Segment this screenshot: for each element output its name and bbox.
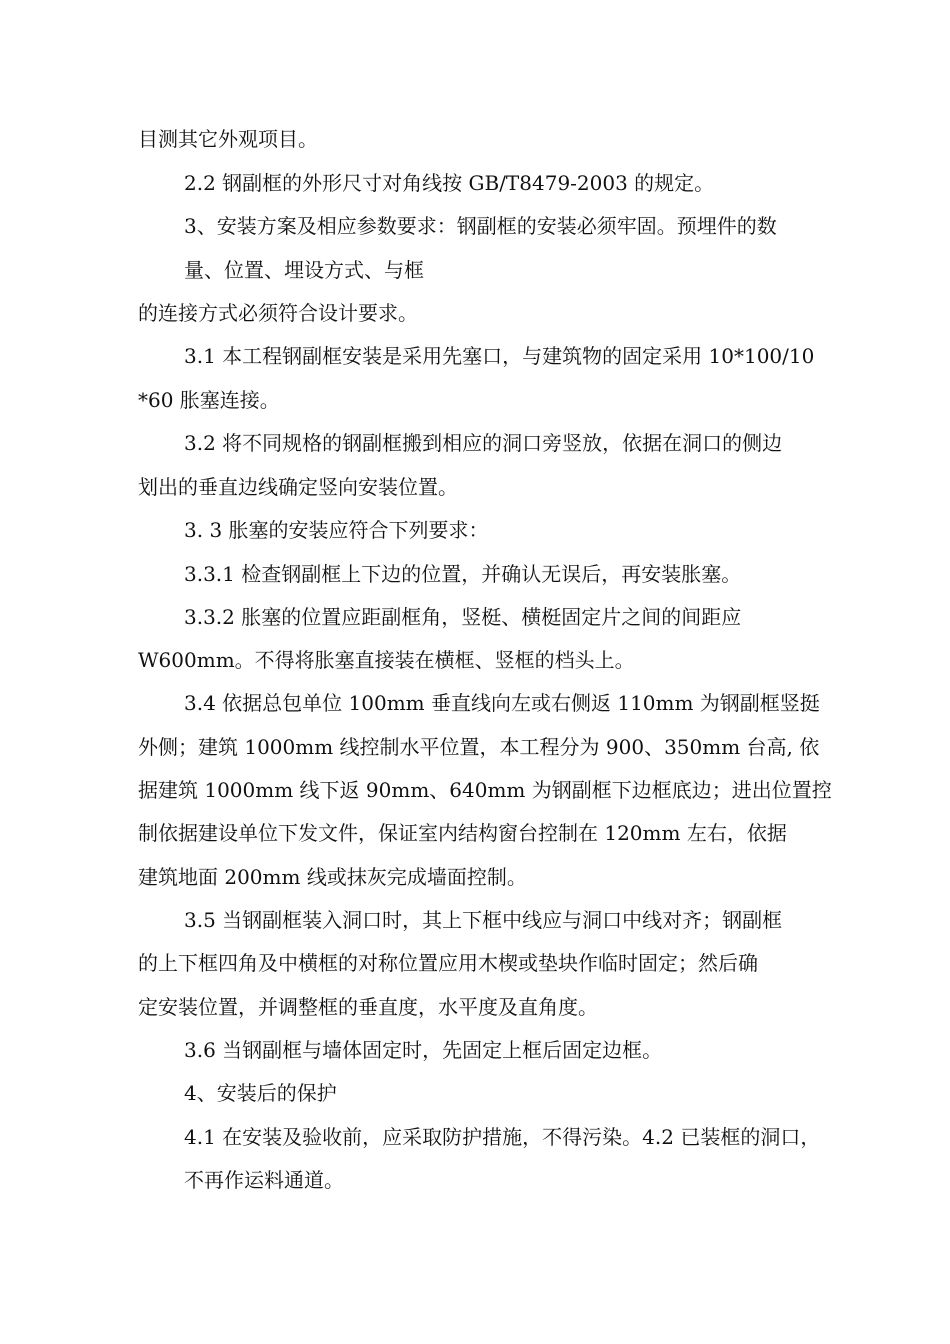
paragraph-line: 划出的垂直边线确定竖向安装位置。 xyxy=(138,475,458,499)
paragraph-line: 的上下框四角及中横框的对称位置应用木楔或垫块作临时固定；然后确 xyxy=(138,951,758,975)
paragraph-line: *60 胀塞连接。 xyxy=(138,388,280,412)
paragraph-line: 3.2 将不同规格的钢副框搬到相应的洞口旁竖放，依据在洞口的侧边 xyxy=(184,431,783,455)
paragraph-line: 3.3.2 胀塞的位置应距副框角，竖梃、横梃固定片之间的间距应 xyxy=(184,605,742,629)
paragraph-line: 3.4 依据总包单位 100mm 垂直线向左或右侧返 110mm 为钢副框竖挺 xyxy=(184,691,820,715)
paragraph-line: 3.6 当钢副框与墙体固定时，先固定上框后固定边框。 xyxy=(184,1038,663,1062)
paragraph-line: 4.1 在安装及验收前，应采取防护措施，不得污染。4.2 已装框的洞口， xyxy=(184,1125,821,1149)
paragraph-line: 定安装位置，并调整框的垂直度，水平度及直角度。 xyxy=(138,995,598,1019)
paragraph-line: 外侧；建筑 1000mm 线控制水平位置，本工程分为 900、350mm 台高, 依 xyxy=(138,735,820,759)
paragraph-line: 3.1 本工程钢副框安装是采用先塞口，与建筑物的固定采用 10*100/10 xyxy=(184,344,815,368)
paragraph-line: 3.5 当钢副框装入洞口时，其上下框中线应与洞口中线对齐；钢副框 xyxy=(184,908,783,932)
paragraph-line: W600mm。不得将胀塞直接装在横框、竖框的档头上。 xyxy=(138,648,635,672)
paragraph-line: 3、安装方案及相应参数要求：钢副框的安装必须牢固。预埋件的数 xyxy=(184,214,777,238)
paragraph-line: 3.3.1 检查钢副框上下边的位置，并确认无误后，再安装胀塞。 xyxy=(184,562,742,586)
paragraph-line: 的连接方式必须符合设计要求。 xyxy=(138,301,418,325)
paragraph-line: 据建筑 1000mm 线下返 90mm、640mm 为钢副框下边框底边；进出位置控 xyxy=(138,778,832,802)
paragraph-line: 不再作运料通道。 xyxy=(184,1168,344,1192)
paragraph-line: 3. 3 胀塞的安装应符合下列要求： xyxy=(184,518,489,542)
paragraph-line: 量、位置、埋设方式、与框 xyxy=(184,258,424,282)
paragraph-line: 4、安装后的保护 xyxy=(184,1081,337,1105)
paragraph-line: 2.2 钢副框的外形尺寸对角线按 GB/T8479-2003 的规定。 xyxy=(184,171,715,195)
paragraph-line: 目测其它外观项目。 xyxy=(138,127,318,151)
paragraph-line: 建筑地面 200mm 线或抹灰完成墙面控制。 xyxy=(138,865,527,889)
paragraph-line: 制依据建设单位下发文件，保证室内结构窗台控制在 120mm 左右，依据 xyxy=(138,821,787,845)
